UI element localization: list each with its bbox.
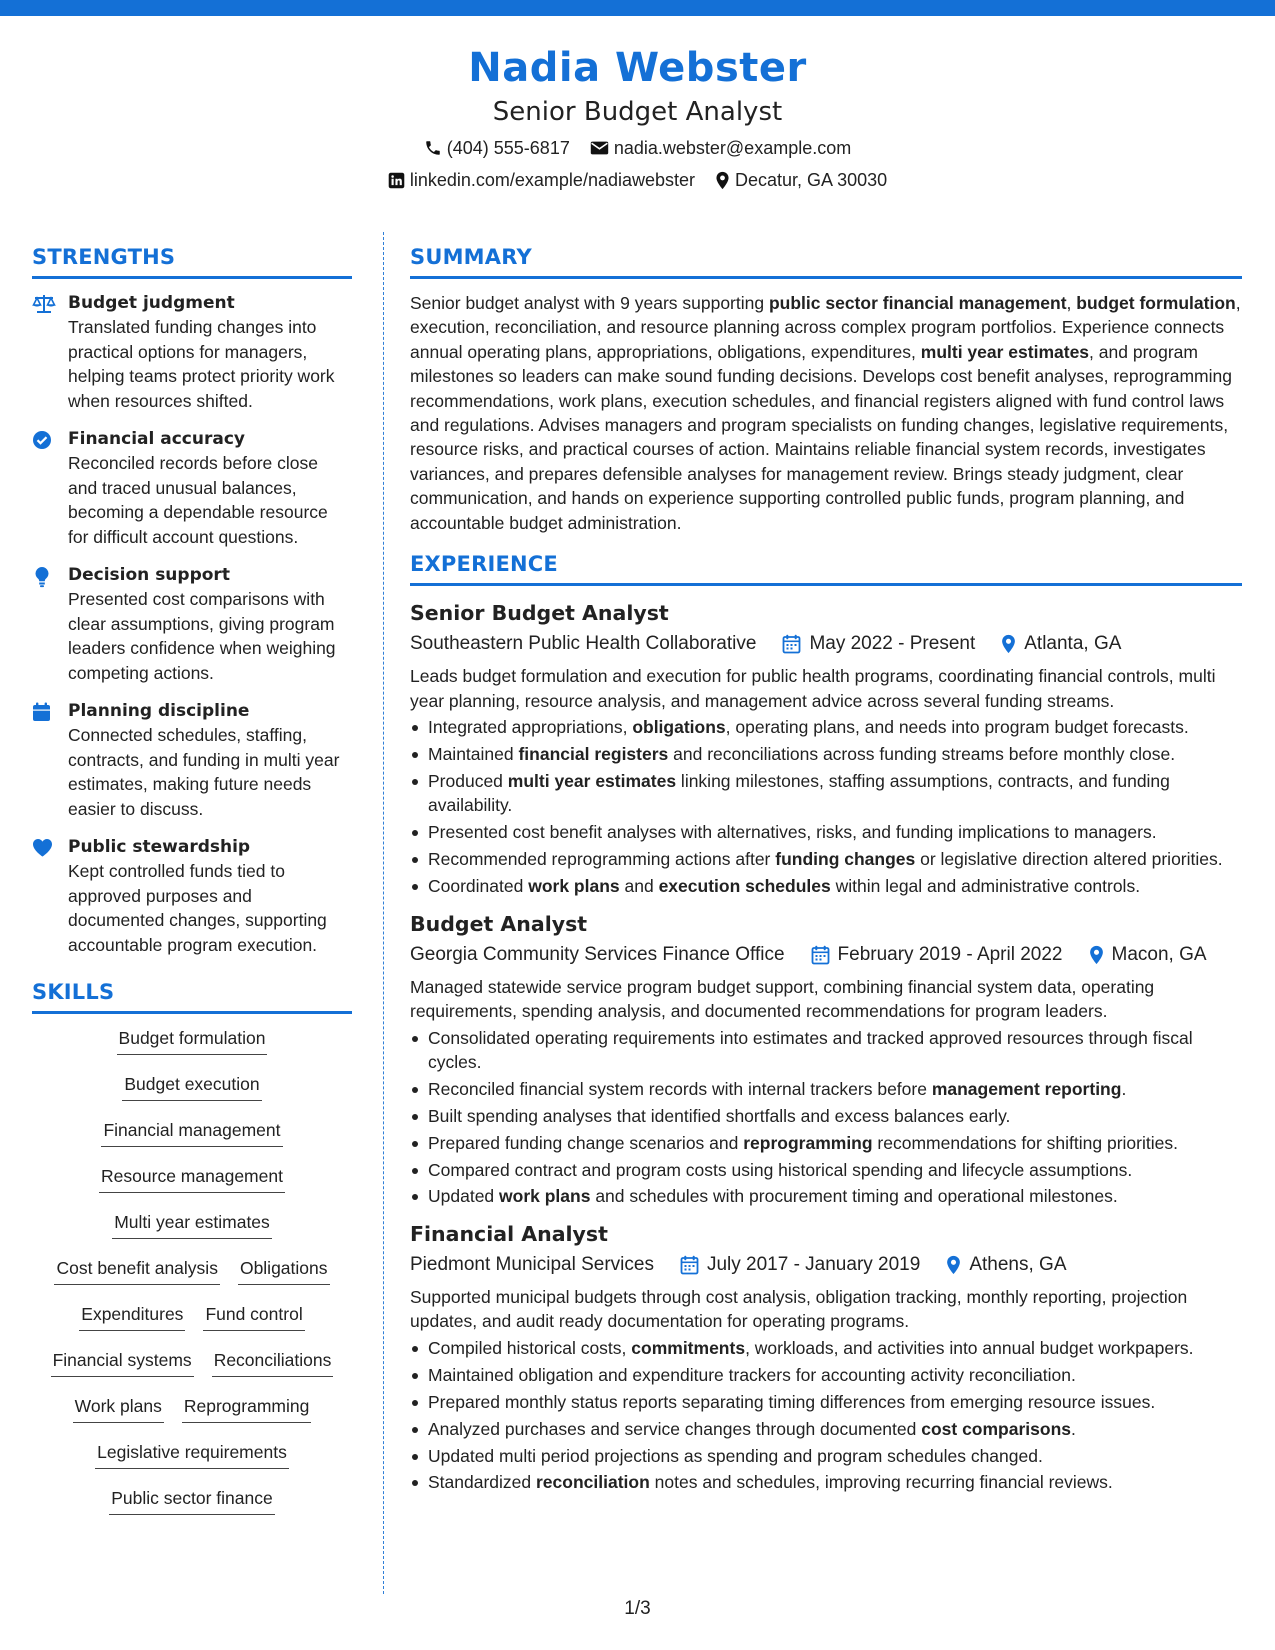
calendar-icon	[811, 945, 830, 965]
bullet-item: Prepared funding change scenarios and reprogramming recommendations for shifting priorities.	[410, 1131, 1242, 1156]
bullet-item: Updated multi period projections as spending and program schedules changed.	[410, 1444, 1242, 1469]
strength-title: Planning discipline	[68, 701, 250, 721]
top-accent-bar	[0, 0, 1275, 16]
contact-email[interactable]	[590, 132, 851, 164]
skill-row	[32, 1072, 352, 1101]
skill-row	[32, 1486, 352, 1515]
skill-tag: Multi year estimates	[112, 1210, 272, 1239]
strength-title: Decision support	[68, 565, 230, 585]
calendar-icon	[680, 1255, 699, 1275]
job-location: Athens, GA	[969, 1253, 1067, 1275]
job-description: Supported municipal budgets through cost analysis, obligation tracking, monthly reporting, projection updates, and audit ready documentation for operating programs.	[410, 1286, 1188, 1332]
job-bullets	[410, 1026, 1242, 1209]
bullet-item: Maintained obligation and expenditure trackers for accounting activity reconciliation.	[410, 1363, 1242, 1388]
skill-tag: Legislative requirements	[95, 1440, 289, 1469]
bullet-item: Consolidated operating requirements into estimates and tracked approved resources through fiscal cycles.	[410, 1026, 1242, 1075]
bullet-item: Prepared monthly status reports separating timing differences from emerging resource issues.	[410, 1390, 1242, 1415]
strength-desc: Kept controlled funds tied to approved purposes and documented changes, supporting accountable program execution.	[68, 861, 327, 955]
calendar-icon	[32, 699, 56, 821]
skill-row	[32, 1164, 352, 1193]
map-pin-icon	[946, 1255, 961, 1275]
contact-location	[715, 164, 887, 196]
skill-row	[32, 1026, 352, 1055]
skill-tag: Work plans	[73, 1394, 164, 1423]
bullet-item: Standardized reconciliation notes and schedules, improving recurring financial reviews.	[410, 1470, 1242, 1495]
strength-desc: Reconciled records before close and traced unusual balances, becoming a dependable resource for difficult account questions.	[68, 453, 328, 547]
job-entry	[410, 909, 1242, 1209]
bullet-item: Maintained financial registers and reconciliations across funding streams before monthly close.	[410, 742, 1242, 767]
skill-row	[32, 1118, 352, 1147]
strength-item	[32, 699, 352, 821]
skill-row	[32, 1394, 352, 1423]
bullet-item: Produced multi year estimates linking milestones, staffing assumptions, contracts, and funding availability.	[410, 769, 1242, 818]
bullet-item: Updated work plans and schedules with procurement timing and operational milestones.	[410, 1184, 1242, 1209]
phone-icon	[424, 139, 442, 157]
skill-tag: Financial systems	[51, 1348, 194, 1377]
calendar-icon	[782, 634, 801, 654]
skill-tag: Public sector finance	[109, 1486, 274, 1515]
summary-text: Senior budget analyst with 9 years supporting public sector financial management, budget formulation, execution, reconciliation, and resource planning across complex program portfolios. Experience connects annual operating plans, appropriations, obligations, expenditures, multi year estimates, and program milestones so leaders can make sound funding decisions. Develops cost benefit analyses, reprogramming recommendations, work plans, execution schedules, and financial registers aligned with fund control laws and regulations. Advises managers and program specialists on funding changes, legislative requirements, resource risks, and practical courses of action. Maintains reliable financial system records, investigates variances, and prepares defensible analyses for management review. Brings steady judgment, clear communication, and hands on experience supporting controlled public funds, program planning, and accountable budget administration.	[410, 293, 1241, 533]
skill-row	[32, 1440, 352, 1469]
strength-title: Public stewardship	[68, 837, 251, 857]
job-dates: May 2022 - Present	[809, 633, 976, 655]
strength-desc: Translated funding changes into practical options for managers, helping teams protect priority work when resources shifted.	[68, 317, 335, 411]
bullet-item: Recommended reprogramming actions after funding changes or legislative direction altered priorities.	[410, 847, 1242, 872]
job-entry	[410, 1219, 1242, 1495]
skill-tag: Cost benefit analysis	[54, 1256, 219, 1285]
skill-tag: Fund control	[203, 1302, 304, 1331]
contact-phone	[424, 132, 570, 164]
bullet-item: Compared contract and program costs using historical spending and lifecycle assumptions.	[410, 1158, 1242, 1183]
skill-tag: Reconciliations	[212, 1348, 334, 1377]
job-location: Atlanta, GA	[1024, 633, 1122, 655]
strength-item	[32, 835, 352, 957]
candidate-title: Senior Budget Analyst	[492, 97, 783, 127]
job-meta	[410, 628, 1242, 660]
phone-text: (404) 555-6817	[446, 138, 570, 158]
bullet-item: Built spending analyses that identified shortfalls and excess balances early.	[410, 1104, 1242, 1129]
bullet-item: Integrated appropriations, obligations, operating plans, and needs into program budget forecasts.	[410, 715, 1242, 740]
skills-list	[32, 1026, 352, 1515]
strength-title: Budget judgment	[68, 293, 235, 313]
bullet-item: Coordinated work plans and execution schedules within legal and administrative controls.	[410, 874, 1242, 899]
skill-row	[32, 1256, 352, 1285]
job-location: Macon, GA	[1111, 943, 1207, 965]
check-circle-icon	[32, 427, 56, 549]
contact-linkedin[interactable]	[388, 164, 695, 196]
resume-header	[0, 40, 1275, 196]
job-entry	[410, 598, 1242, 898]
job-bullets	[410, 1336, 1242, 1495]
location-text: Decatur, GA 30030	[735, 170, 888, 190]
map-pin-icon	[1001, 634, 1016, 654]
candidate-name: Nadia Webster	[468, 45, 807, 91]
right-column	[410, 244, 1242, 1505]
skills-heading: SKILLS	[32, 979, 352, 1014]
map-pin-icon	[1089, 945, 1104, 965]
skill-tag: Expenditures	[79, 1302, 185, 1331]
company-name: Southeastern Public Health Collaborative	[410, 633, 757, 655]
skill-row	[32, 1302, 352, 1331]
balance-scale-icon	[32, 291, 56, 413]
email-text: nadia.webster@example.com	[613, 138, 852, 158]
strength-item	[32, 563, 352, 685]
skill-tag: Budget formulation	[117, 1026, 268, 1055]
job-meta	[410, 1249, 1242, 1281]
summary-heading: SUMMARY	[410, 244, 1242, 279]
job-dates: July 2017 - January 2019	[706, 1253, 921, 1275]
bullet-item: Compiled historical costs, commitments, workloads, and activities into annual budget workpapers.	[410, 1336, 1242, 1361]
company-name: Piedmont Municipal Services	[410, 1253, 654, 1275]
job-title: Budget Analyst	[410, 911, 588, 936]
strength-item	[32, 427, 352, 549]
skill-tag: Resource management	[99, 1164, 285, 1193]
skill-tag: Obligations	[238, 1256, 330, 1285]
strength-desc: Connected schedules, staffing, contracts, and funding in multi year estimates, making future needs easier to discuss.	[68, 725, 340, 819]
linkedin-text: linkedin.com/example/nadiawebster	[409, 170, 696, 190]
strength-item	[32, 291, 352, 413]
contact-row-1	[0, 132, 1275, 164]
bullet-item: Presented cost benefit analyses with alternatives, risks, and funding implications to managers.	[410, 820, 1242, 845]
contact-row-2	[0, 164, 1275, 196]
job-dates: February 2019 - April 2022	[837, 943, 1063, 965]
skill-tag: Budget execution	[122, 1072, 261, 1101]
heart-icon	[32, 835, 56, 957]
job-title: Financial Analyst	[410, 1221, 608, 1246]
job-title: Senior Budget Analyst	[410, 601, 669, 626]
skill-tag: Financial management	[101, 1118, 282, 1147]
skill-row	[32, 1348, 352, 1377]
left-column	[32, 244, 352, 1532]
skill-row	[32, 1210, 352, 1239]
strength-desc: Presented cost comparisons with clear assumptions, giving program leaders confidence when weighing competing actions.	[68, 589, 336, 683]
lightbulb-icon	[32, 563, 56, 685]
linkedin-icon	[388, 172, 405, 189]
job-description: Managed statewide service program budget support, combining financial system data, operating requirements, spending analysis, and documented recommendations for program leaders.	[410, 976, 1155, 1022]
column-divider	[383, 232, 384, 1594]
envelope-icon	[590, 140, 609, 156]
strength-title: Financial accuracy	[68, 429, 245, 449]
job-bullets	[410, 715, 1242, 898]
experience-heading: EXPERIENCE	[410, 551, 1242, 586]
map-pin-icon	[715, 171, 730, 190]
job-meta	[410, 939, 1242, 971]
company-name: Georgia Community Services Finance Office	[410, 943, 785, 965]
bullet-item: Analyzed purchases and service changes through documented cost comparisons.	[410, 1417, 1242, 1442]
page-number: 1/3	[624, 1598, 651, 1619]
bullet-item: Reconciled financial system records with internal trackers before management reporting.	[410, 1077, 1242, 1102]
strengths-heading: STRENGTHS	[32, 244, 352, 279]
skill-tag: Reprogramming	[182, 1394, 311, 1423]
job-description: Leads budget formulation and execution for public health programs, coordinating financial controls, multi year planning, resource analysis, and management advice across several funding streams.	[410, 666, 1216, 711]
